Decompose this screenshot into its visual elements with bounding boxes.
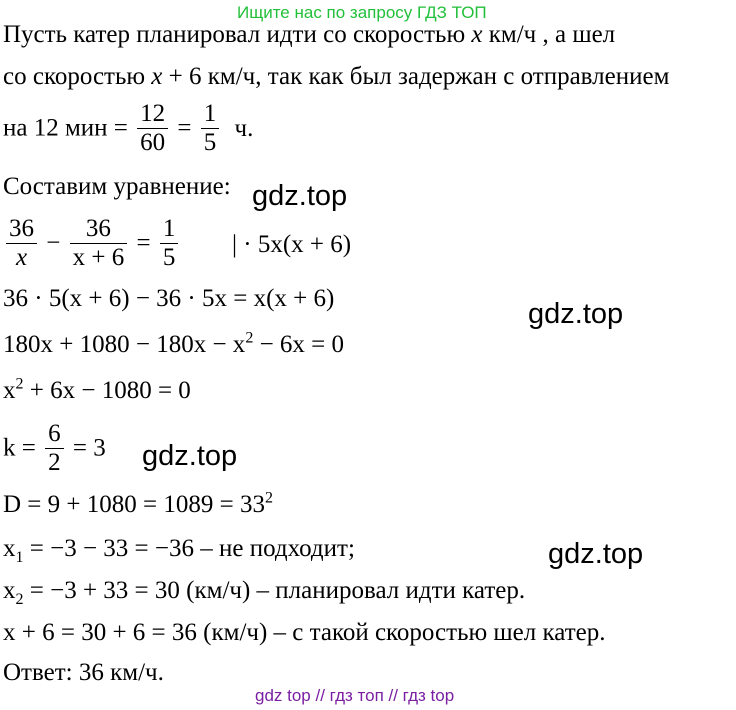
text-segment: = −3 + 33 = 30 (км/ч) – планировал идти катер. <box>23 577 526 604</box>
fraction-1-5 <box>201 100 220 157</box>
text-segment: км/ч , а шел <box>482 21 616 48</box>
footer-banner[interactable]: gdz top // гдз топ // гдз top <box>255 686 455 705</box>
text-segment: = −3 − 33 = −36 – не подходит; <box>23 535 355 562</box>
text-segment: + 6x − 1080 = 0 <box>23 377 191 404</box>
subscript: 1 <box>15 549 24 566</box>
fraction-36-x-plus-6 <box>70 215 128 272</box>
equation-9: x + 6 = 30 + 6 = 36 (км/ч) – с такой скоростью шел катер. <box>3 619 606 646</box>
text-segment: k = <box>3 434 36 462</box>
var-x: x <box>151 63 163 90</box>
fraction-denominator: 60 <box>140 129 166 156</box>
fraction-numerator: 12 <box>140 100 166 127</box>
fraction-numerator: 36 <box>85 215 111 242</box>
minus-sign: − <box>46 229 61 257</box>
equation-4 <box>3 376 191 406</box>
fraction-6-2 <box>45 420 64 477</box>
fraction-denominator: 5 <box>203 129 217 156</box>
exponent: 2 <box>15 375 24 393</box>
answer-line: Ответ: 36 км/ч. <box>3 659 164 686</box>
fraction-numerator: 6 <box>48 420 61 447</box>
text-segment: + 6 км/ч <box>162 63 256 90</box>
text-line-3 <box>3 100 253 157</box>
var-x: x <box>471 21 483 48</box>
fraction-numerator: 1 <box>203 100 217 127</box>
text-segment: , так как был задержан с отправлением <box>255 63 670 90</box>
watermark: gdz.top <box>142 440 238 472</box>
text-line-4: Составим уравнение: <box>3 173 231 200</box>
text-segment: Пусть катер планировал идти со скоростью <box>3 21 472 48</box>
header-banner[interactable]: Ищите нас по запросу ГДЗ ТОП <box>237 3 487 22</box>
fraction-denominator: x + 6 <box>72 244 125 271</box>
text-segment: − 6x = 0 <box>253 331 345 358</box>
fraction-denominator: 2 <box>48 449 61 476</box>
exponent: 2 <box>264 489 273 507</box>
exponent: 2 <box>245 329 254 347</box>
text-segment: со скоростью <box>3 63 152 90</box>
equals-sign: = <box>177 114 192 142</box>
equation-6 <box>3 490 273 520</box>
fraction-36-x <box>6 215 37 272</box>
text-line-2 <box>3 62 669 92</box>
equals-sign: = <box>136 229 151 257</box>
equation-2: 36 · 5(x + 6) − 36 · 5x = x(x + 6) <box>3 285 335 312</box>
subscript: 2 <box>15 591 24 608</box>
text-line-1 <box>3 20 615 50</box>
multiplier-note: | · 5x(x + 6) <box>232 231 352 258</box>
fraction-denominator: x <box>15 244 28 271</box>
text-segment: = 3 <box>72 434 106 462</box>
fraction-numerator: 1 <box>162 215 176 242</box>
watermark: gdz.top <box>528 298 624 330</box>
equation-3 <box>3 330 344 360</box>
equation-1 <box>3 215 181 272</box>
fraction-numerator: 36 <box>9 215 34 242</box>
equation-7 <box>3 534 355 564</box>
text-segment: на 12 мин = <box>3 114 128 142</box>
text-segment: x <box>3 535 16 562</box>
fraction-1-5 <box>160 215 179 272</box>
unit-label: ч. <box>234 114 254 142</box>
text-segment: x <box>3 377 16 404</box>
text-segment: D = 9 + 1080 = 1089 = 33 <box>3 491 265 518</box>
equation-5 <box>3 420 106 477</box>
text-segment: x <box>3 577 16 604</box>
watermark: gdz.top <box>252 180 348 212</box>
fraction-12-60 <box>137 100 168 157</box>
text-segment: 180x + 1080 − 180x − x <box>3 331 246 358</box>
fraction-denominator: 5 <box>162 244 176 271</box>
watermark: gdz.top <box>548 538 644 570</box>
equation-8 <box>3 576 525 606</box>
